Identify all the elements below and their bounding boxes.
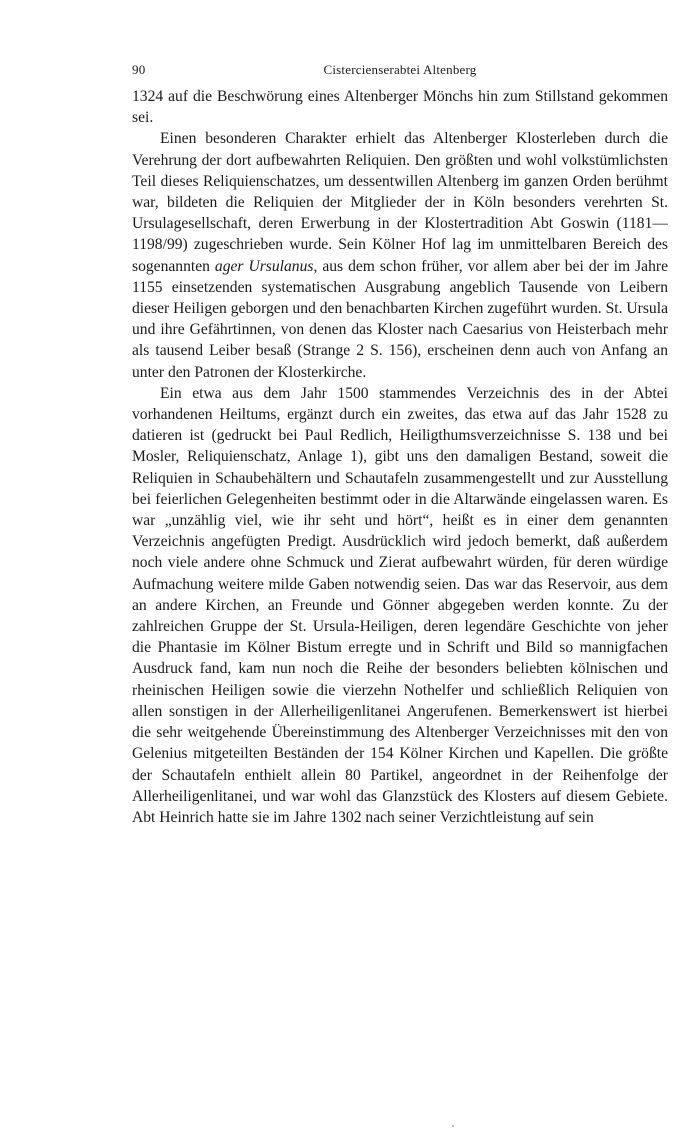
page-number: 90 [132,62,146,77]
paragraph-relics [132,128,668,382]
paragraph-inventory [132,383,668,828]
book-page [132,56,668,828]
running-head [132,56,668,86]
italic-term: ager Ursulanus [214,257,314,275]
scan-speck [452,1125,454,1127]
text-segment: 1324 auf die Beschwörung eines Altenberger Mönchs hin zum Stillstand gekommen sei. [132,88,668,127]
text-segment: Einen besonderen Charakter erhielt das Altenberger Klosterleben durch die Verehrung der dort aufbewahrten Reliquien. Den größten und wohl volkstümlichsten Teil dieses Reliquienschatzes, um dessentwillen Altenberg im ganzen Orden berühmt war, bildeten die Reliquien der Mitglieder der in Köln besonders verehrten St. Ursulagesellschaft, deren Erwerbung in der Klostertradition Abt Goswin (1181—1198/99) zugeschrieben wurde. Sein Kölner Hof lag im unmittelbaren Bereich des sogenannten [132,130,668,275]
body-text [132,86,668,828]
running-title: Cistercienserabtei Altenberg [323,62,477,77]
text-segment: , aus dem schon früher, vor allem aber bei der im Jahre 1155 einsetzenden systematischen Ausgrabung angeblich Tausende von Leibern dieser Heiligen geborgen und den benachbarten Kirchen zugeführt wurden. St. Ursula und ihre Gefährtinnen, von denen das Kloster nach Caesarius von Heisterbach mehr als tausend Leiber besaß (Strange 2 S. 156), erscheinen denn auch von Anfang an unter den Patronen der Klosterkirche. [132,257,668,381]
paragraph-continuation [132,86,668,128]
text-segment: Ein etwa aus dem Jahr 1500 stammendes Verzeichnis des in der Abtei vorhandenen Heiltums, ergänzt durch ein zweites, das etwa auf das Jahr 1528 zu datieren ist (gedruckt bei Paul Redlich, Heiligthumsverzeichnisse S. 138 und bei Mosler, Reliquienschatz, Anlage 1), gibt uns den damaligen Bestand, soweit die Reliquien in Schaubehältern und Schautafeln zusammengestellt und zur Ausstellung bei feierlichen Gelegenheiten bestimmt oder in die Altarwände eingelassen waren. Es war „unzählig viel, wie ihr seht und hört“, heißt es in einer dem genannten Verzeichnis angefügten Predigt. Ausdrücklich wird jedoch bemerkt, daß außerdem noch viele andere ohne Schmuck und Zierat aufbewahrt würden, für deren würdige Aufmachung weitere milde Gaben notwendig seien. Das war das Reservoir, aus dem an andere Kirchen, an Freunde und Gönner abgegeben werden konnte. Zu der zahlreichen Gruppe der St. Ursula-Heiligen, deren legendäre Geschichte von jeher die Phantasie im Kölner Bistum erregte und in Schrift und Bild so mannigfachen Ausdruck fand, kam nun noch die Reihe der besonders beliebten kölnischen und rheinischen Heiligen sowie die vierzehn Nothelfer und schließlich Reliquien von allen sonstigen in der Allerheiligenlitanei Angerufenen. Bemerkenswert ist hierbei die sehr weitgehende Übereinstimmung des Altenberger Verzeichnisses mit den von Gelenius mitgeteilten Beständen der 154 Kölner Kirchen und Kapellen. Die größte der Schautafeln enthielt allein 80 Partikel, angeordnet in der Reihenfolge der Allerheiligenlitanei, und war wohl das Glanzstück des Klosters auf diesem Gebiete. Abt Heinrich hatte sie im Jahre 1302 nach seiner Verzichtleistung auf sein [132,384,668,826]
